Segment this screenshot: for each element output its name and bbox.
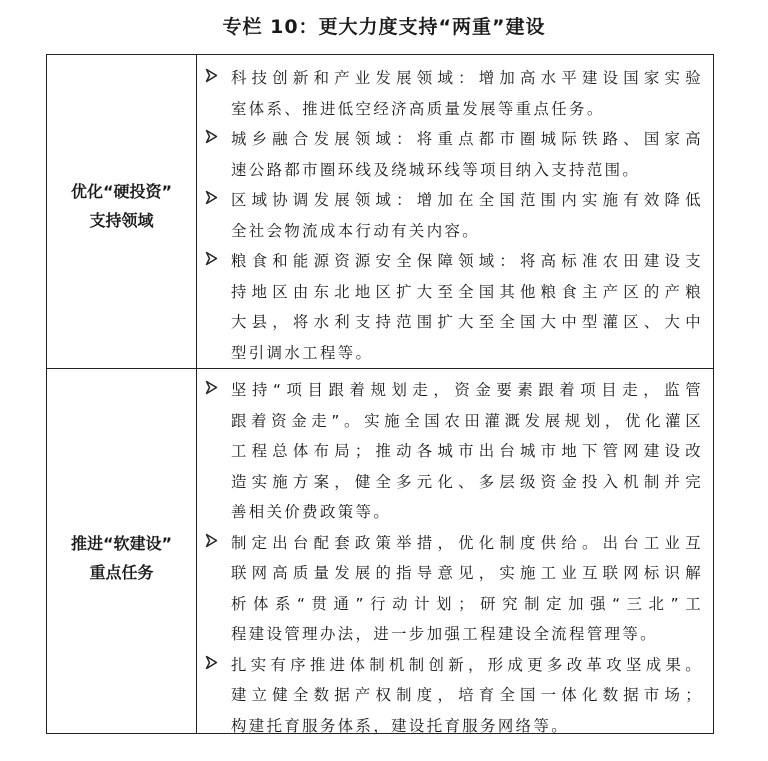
arrow-bullet-icon <box>205 129 218 144</box>
text-line: 城乡融合发展领域：将重点都市圈城际铁路、国家高 <box>231 130 703 148</box>
bullet-item <box>205 124 703 185</box>
text-line: 科技创新和产业发展领域：增加高水平建设国家实验 <box>231 69 703 87</box>
text-line: 室体系、推进低空经济高质量发展等重点任务。 <box>231 99 605 118</box>
text-line: 全社会物流成本行动有关内容。 <box>231 221 481 240</box>
row-label-hard-investment <box>47 177 196 235</box>
text-line: 跟着资金走”。实施全国农田灌溉发展规划，优化灌区 <box>231 411 703 430</box>
bullet-item <box>205 246 703 368</box>
text-line: 大县，将水利支持范围扩大至全国大中型灌区、大中 <box>231 313 703 331</box>
text-line: 善相关价费政策等。 <box>231 503 392 521</box>
text-line: 析体系“贯通”行动计划；研究制定加强“三北”工 <box>231 594 703 613</box>
arrow-bullet-icon <box>205 251 218 266</box>
bullet-item-text <box>231 63 703 124</box>
text-line: 速公路都市圈环线及绕城环线等项目纳入支持范围。 <box>231 160 641 179</box>
soft-construction-items <box>205 375 703 741</box>
arrow-bullet-icon <box>205 655 218 670</box>
text-line: 持地区由东北地区扩大至全国其他粮食主产区的产粮 <box>231 282 703 301</box>
bullet-item <box>205 650 703 742</box>
policy-table <box>46 54 714 734</box>
text-line: 程建设管理办法，进一步加强工程建设全流程管理等。 <box>231 625 658 643</box>
bullet-item-text <box>231 124 703 185</box>
arrow-bullet-icon <box>205 68 218 83</box>
text-line: 型引调水工程等。 <box>231 343 374 362</box>
arrow-bullet-icon <box>205 380 218 395</box>
row-label-line: 重点任务 <box>89 563 154 582</box>
box-title: 专栏 10：更大力度支持“两重”建设 <box>222 16 546 38</box>
bullet-item-text <box>231 246 703 368</box>
bullet-item-text <box>231 185 703 246</box>
text-line: 扎实有序推进体制机制创新，形成更多改革攻坚成果。 <box>231 655 703 674</box>
text-line: 建立健全数据产权制度，培育全国一体化数据市场； <box>231 686 703 704</box>
text-line: 工程总体布局；推动各城市出台城市地下管网建设改 <box>231 442 703 460</box>
row-label-soft-construction <box>47 529 196 587</box>
row-label-line: 支持领域 <box>89 211 154 230</box>
arrow-bullet-icon <box>205 533 218 548</box>
column-divider <box>196 55 197 733</box>
bullet-item <box>205 185 703 246</box>
row-divider <box>47 368 713 369</box>
text-line: 联网高质量发展的指导意见，实施工业互联网标识解 <box>231 564 703 582</box>
bullet-item <box>205 63 703 124</box>
text-line: 构建托育服务体系，建设托育服务网络等。 <box>231 716 570 735</box>
bullet-item-text <box>231 528 703 650</box>
bullet-item <box>205 375 703 528</box>
text-line: 区域协调发展领域：增加在全国范围内实施有效降低 <box>231 191 703 209</box>
bullet-item <box>205 528 703 650</box>
text-line: 制定出台配套政策举措，优化制度供给。出台工业互 <box>231 533 703 552</box>
arrow-bullet-icon <box>205 190 218 205</box>
row-label-line: 推进“软建设” <box>70 534 173 553</box>
hard-investment-items <box>205 63 703 368</box>
row-label-line: 优化“硬投资” <box>70 182 173 201</box>
text-line: 粮食和能源资源安全保障领域：将高标准农田建设支 <box>231 252 703 270</box>
text-line: 坚持“项目跟着规划走，资金要素跟着项目走，监管 <box>231 381 703 399</box>
bullet-item-text <box>231 375 703 528</box>
text-line: 造实施方案，健全多元化、多层级资金投入机制并完 <box>231 472 703 491</box>
bullet-item-text <box>231 650 703 742</box>
